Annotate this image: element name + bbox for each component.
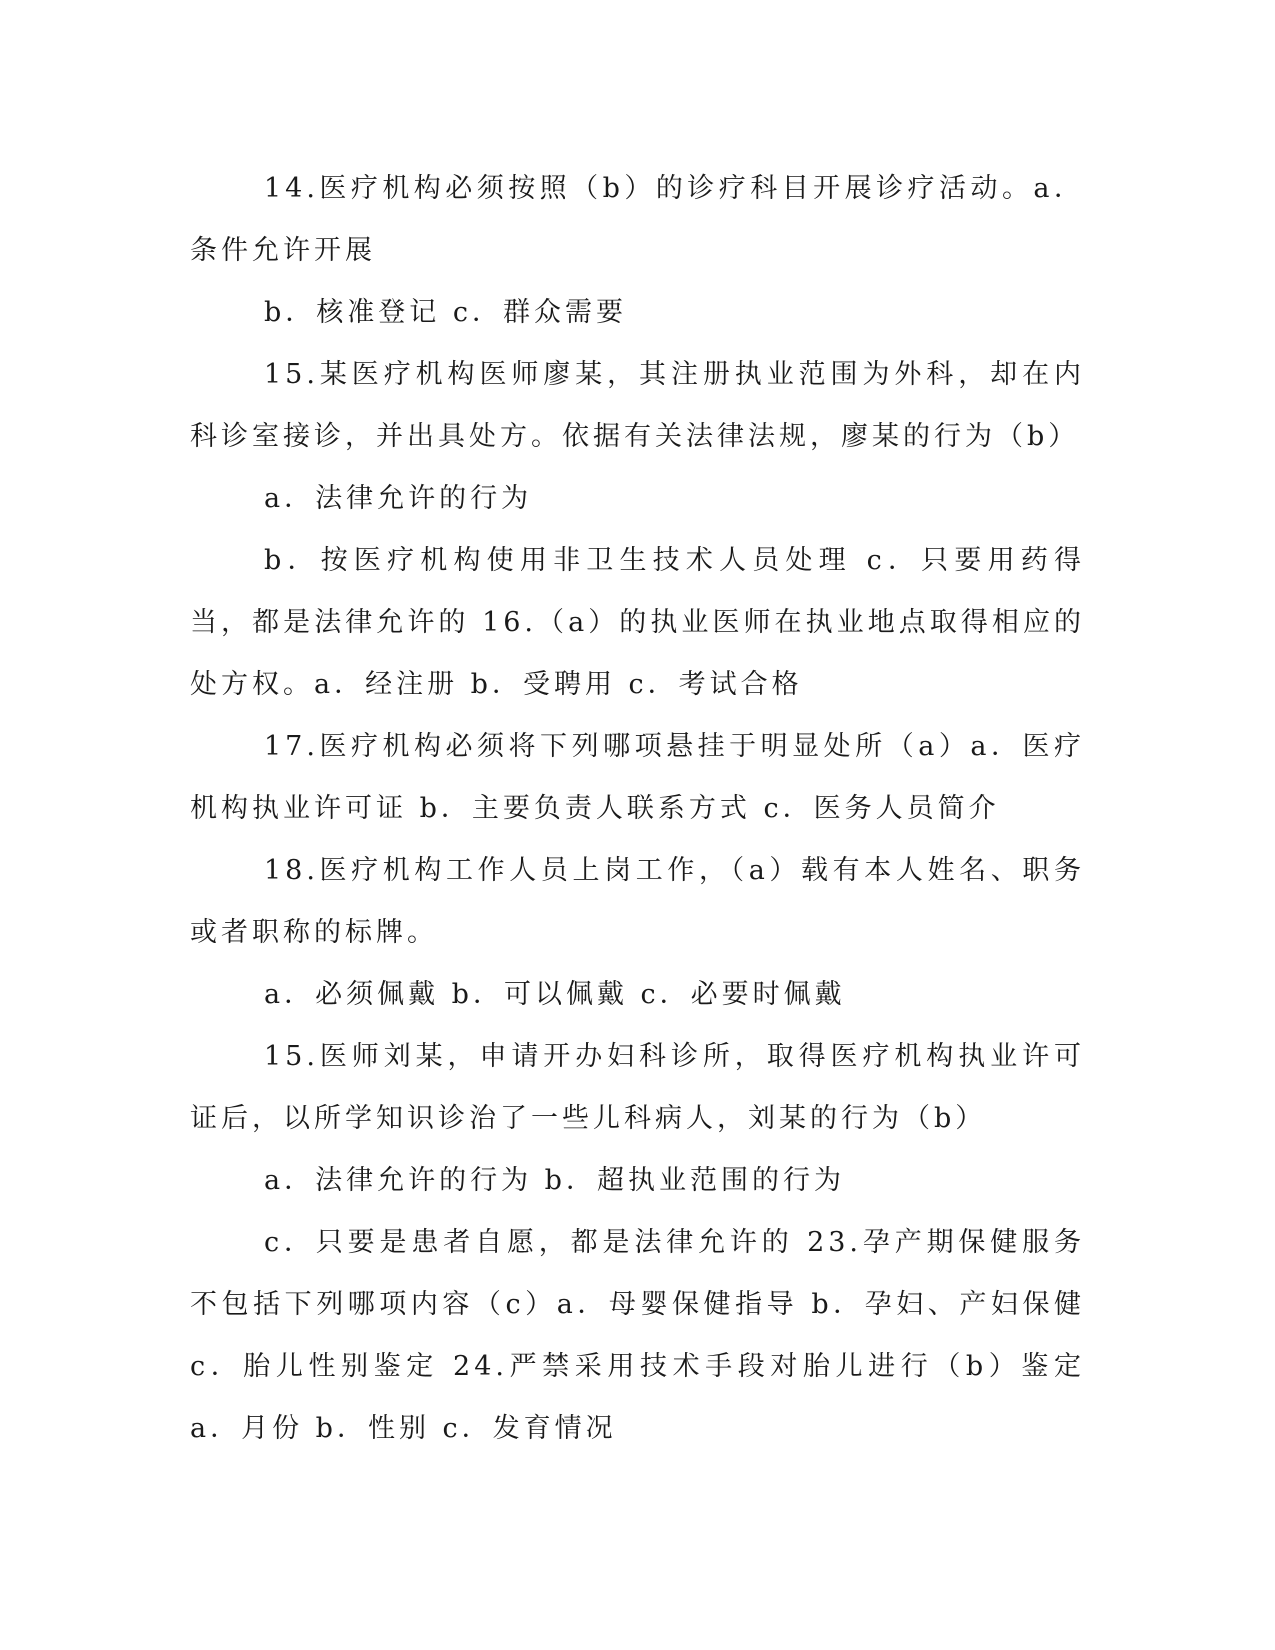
- paragraph-q15-option-a: a．法律允许的行为: [264, 483, 533, 514]
- paragraph-q14: 14.医疗机构必须按照（b）的诊疗科目开展诊疗活动。a．条件允许开展: [190, 173, 1085, 266]
- paragraph-q15-options-q16: b．按医疗机构使用非卫生技术人员处理 c．只要用药得当，都是法律允许的 16.（a）的执业医师在执业地点取得相应的处方权。a．经注册 b．受聘用 c．考试合格: [190, 545, 1085, 700]
- paragraph-q14-options: b．核准登记 c．群众需要: [264, 297, 627, 328]
- paragraph-q17: 17.医疗机构必须将下列哪项悬挂于明显处所（a）a．医疗机构执业许可证 b．主要负责人联系方式 c．医务人员简介: [190, 731, 1085, 824]
- paragraph-q18: 18.医疗机构工作人员上岗工作，（a）载有本人姓名、职务或者职称的标牌。: [190, 855, 1085, 948]
- paragraph-q18-options: a．必须佩戴 b．可以佩戴 c．必要时佩戴: [264, 979, 846, 1010]
- paragraph-q15b-options: a．法律允许的行为 b．超执业范围的行为: [264, 1165, 845, 1196]
- paragraph-q15: 15.某医疗机构医师廖某，其注册执业范围为外科，却在内科诊室接诊，并出具处方。依据有关法律法规，廖某的行为（b）: [190, 359, 1085, 452]
- document-body: [190, 158, 1085, 1460]
- paragraph-q23-q24: c．只要是患者自愿，都是法律允许的 23.孕产期保健服务不包括下列哪项内容（c）a．母婴保健指导 b．孕妇、产妇保健 c．胎儿性别鉴定 24.严禁采用技术手段对胎儿进行（b）鉴定 a．月份 b．性别 c．发育情况: [190, 1227, 1085, 1444]
- paragraph-q15b: 15.医师刘某，申请开办妇科诊所，取得医疗机构执业许可证后，以所学知识诊治了一些儿科病人，刘某的行为（b）: [190, 1041, 1085, 1134]
